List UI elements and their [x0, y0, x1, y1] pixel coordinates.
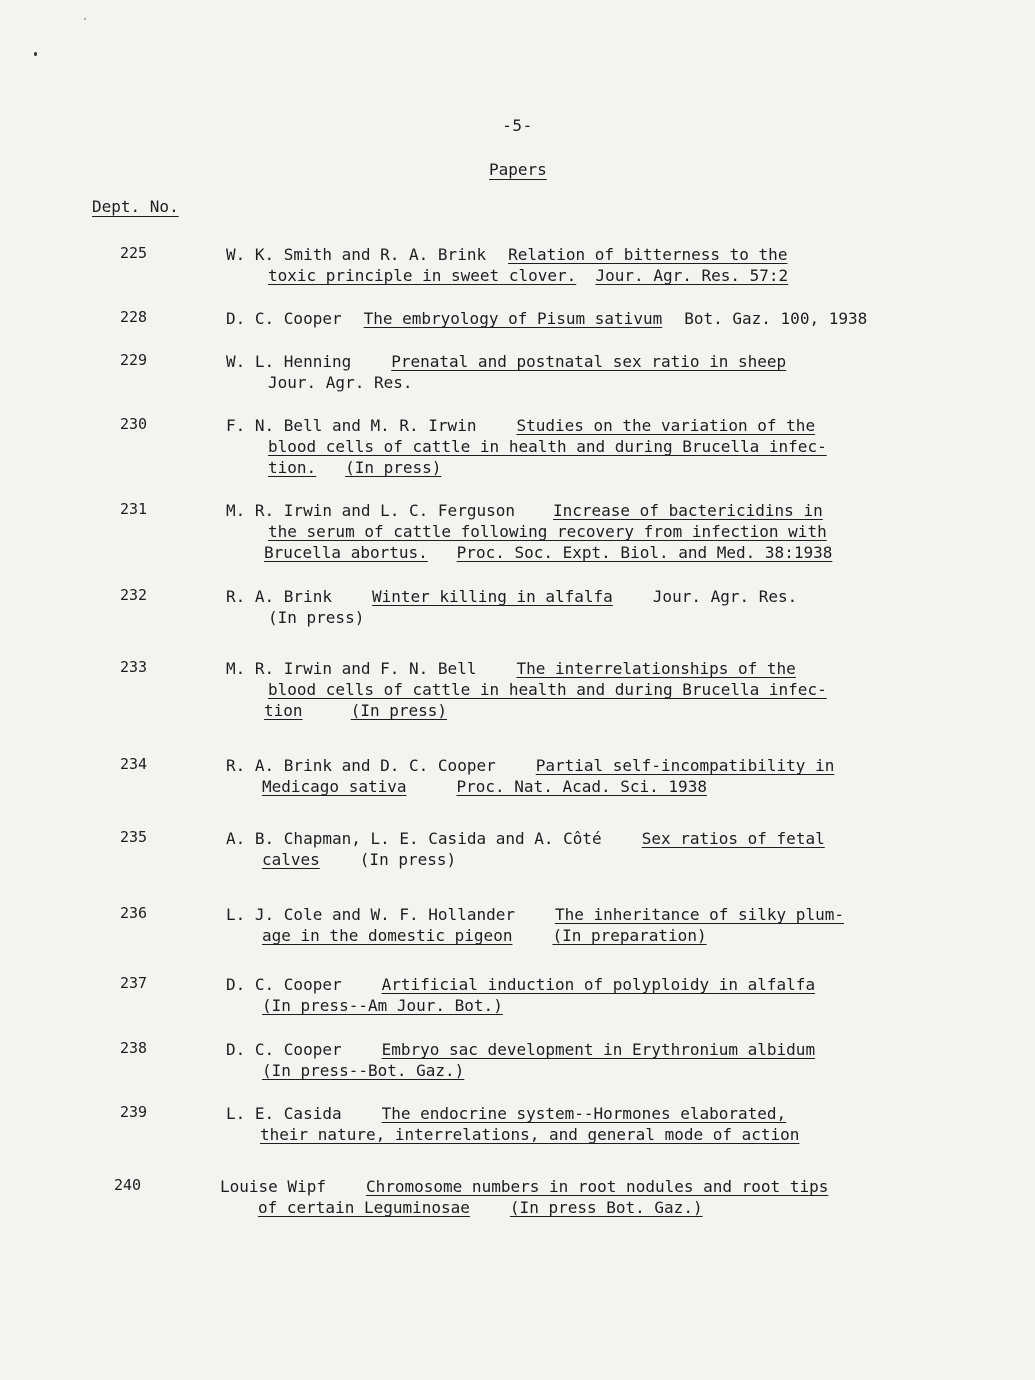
paper-speck: [84, 18, 86, 20]
entry-text: [226, 974, 926, 1016]
entry-text: [226, 904, 926, 946]
entry-title-cont: tion: [264, 701, 303, 720]
entry-text: [226, 415, 926, 478]
entry-authors: D. C. Cooper: [226, 309, 342, 328]
entry-text: [226, 351, 926, 393]
entry-authors: A. B. Chapman, L. E. Casida and A. Côté: [226, 829, 602, 848]
entry-title: Winter killing in alfalfa: [371, 587, 613, 606]
entry-title-cont: the serum of cattle following recovery from infection with: [268, 522, 827, 541]
dept-number: 229: [120, 351, 148, 369]
entry-title-cont: tion.: [268, 458, 317, 477]
entry-citation: Bot. Gaz. 100, 1938: [684, 309, 868, 328]
entry-status: (In press): [359, 850, 457, 869]
entry-text: [226, 244, 926, 286]
entry-title-cont: Brucella abortus.: [264, 543, 428, 562]
entry-title: Prenatal and postnatal sex ratio in sheep: [391, 352, 787, 371]
entry-title: Relation of bitterness to the: [508, 245, 788, 264]
entry-title-cont: toxic principle in sweet clover.: [268, 266, 577, 285]
entry-title: Sex ratios of fetal: [641, 829, 825, 848]
dept-number: 232: [120, 586, 148, 604]
entry-authors: R. A. Brink and D. C. Cooper: [226, 756, 496, 775]
entry-status: (In press Bot. Gaz.): [509, 1198, 703, 1217]
entry-authors: F. N. Bell and M. R. Irwin: [226, 416, 477, 435]
entry-status: (In press): [350, 701, 448, 720]
entry-citation: Jour. Agr. Res.: [268, 373, 413, 392]
entry-authors: L. E. Casida: [226, 1104, 342, 1123]
dept-number: 235: [120, 828, 148, 846]
entry-text: [226, 500, 926, 563]
dept-number: 238: [120, 1039, 148, 1057]
entry-title: Artificial induction of polyploidy in alfalfa: [381, 975, 816, 994]
dept-number: 239: [120, 1103, 148, 1121]
entry-text: [220, 1176, 920, 1218]
entry-title-cont: calves: [262, 850, 320, 869]
entry-title: Embryo sac development in Erythronium albidum: [381, 1040, 816, 1059]
entry-title: Chromosome numbers in root nodules and root tips: [365, 1177, 829, 1196]
entry-title: Increase of bactericidins in: [552, 501, 823, 520]
entry-text: [226, 308, 926, 329]
entry-authors: M. R. Irwin and L. C. Ferguson: [226, 501, 515, 520]
dept-number: 234: [120, 755, 148, 773]
entry-status: (In press--Am Jour. Bot.): [262, 996, 503, 1015]
entry-title: Studies on the variation of the: [516, 416, 816, 435]
entry-text: [226, 828, 926, 870]
entry-citation: Proc. Nat. Acad. Sci. 1938: [456, 777, 707, 796]
entry-citation: Jour. Agr. Res. 57:2: [595, 266, 789, 285]
entry-title-cont: blood cells of cattle in health and during Brucella infec-: [268, 680, 827, 699]
entry-title: The endocrine system--Hormones elaborated,: [381, 1104, 787, 1123]
entry-title-cont: Medicago sativa: [262, 777, 407, 796]
paper-speck: [34, 52, 37, 56]
dept-number: 228: [120, 308, 148, 326]
entry-status: (In preparation): [552, 926, 707, 945]
dept-number: 230: [120, 415, 148, 433]
entry-status: (In press): [268, 608, 365, 627]
dept-number: 240: [114, 1176, 142, 1194]
entry-status: (In press--Bot. Gaz.): [262, 1061, 465, 1080]
entry-authors: W. K. Smith and R. A. Brink: [226, 245, 487, 264]
dept-number: 237: [120, 974, 148, 992]
entry-authors: L. J. Cole and W. F. Hollander: [226, 905, 515, 924]
entry-title-cont: their nature, interrelations, and general mode of action: [260, 1125, 800, 1144]
entry-title: The inheritance of silky plum-: [554, 905, 844, 924]
section-title: Papers: [489, 160, 547, 179]
entry-authors: D. C. Cooper: [226, 1040, 342, 1059]
entry-authors: W. L. Henning: [226, 352, 352, 371]
entry-title: The interrelationships of the: [516, 659, 796, 678]
dept-number-header: Dept. No.: [92, 197, 179, 216]
entry-authors: Louise Wipf: [220, 1177, 326, 1196]
entry-text: [226, 658, 926, 721]
dept-number: 236: [120, 904, 148, 922]
entry-title-cont: blood cells of cattle in health and during Brucella infec-: [268, 437, 827, 456]
dept-number: 233: [120, 658, 148, 676]
entry-authors: R. A. Brink: [226, 587, 332, 606]
entry-status: (In press): [345, 458, 442, 477]
dept-number: 225: [120, 244, 148, 262]
page-number: -5-: [502, 116, 533, 135]
entry-authors: M. R. Irwin and F. N. Bell: [226, 659, 477, 678]
entry-text: [226, 1103, 926, 1145]
entry-citation: Proc. Soc. Expt. Biol. and Med. 38:1938: [456, 543, 833, 562]
entry-title-cont: age in the domestic pigeon: [262, 926, 513, 945]
dept-number: 231: [120, 500, 148, 518]
entry-authors: D. C. Cooper: [226, 975, 342, 994]
entry-text: [226, 755, 926, 797]
entry-title: Partial self-incompatibility in: [535, 756, 835, 775]
entry-title-cont: of certain Leguminosae: [258, 1198, 470, 1217]
entry-citation: Jour. Agr. Res.: [652, 587, 798, 606]
entry-text: [226, 586, 926, 628]
entry-title: The embryology of Pisum sativum: [363, 309, 663, 328]
entry-text: [226, 1039, 926, 1081]
